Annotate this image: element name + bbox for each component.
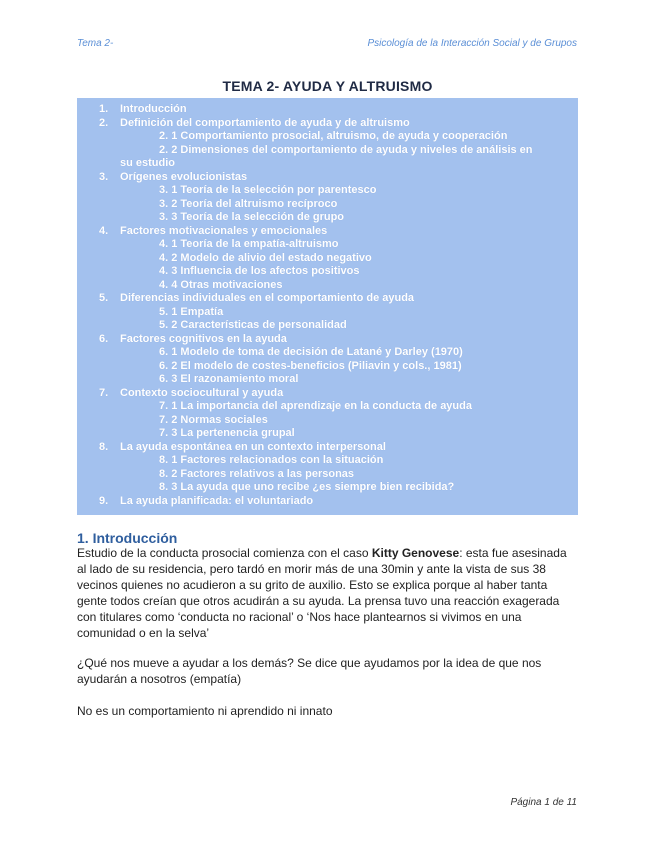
toc-item-label: Factores cognitivos en la ayuda — [120, 332, 287, 345]
toc-item-label: 4. 1 Teoría de la empatía-altruismo — [159, 238, 339, 250]
toc-item — [77, 454, 578, 468]
toc-item — [77, 468, 578, 482]
toc-item — [77, 481, 578, 495]
toc-item-label: 3. 2 Teoría del altruismo recíproco — [159, 197, 338, 210]
toc-item-label: 7. 3 La pertenencia grupal — [159, 427, 295, 439]
page-number: Página 1 de 11 — [510, 797, 577, 808]
toc-item — [77, 279, 578, 293]
toc-item — [77, 117, 578, 131]
toc-item-label: La ayuda espontánea en un contexto interpersonal — [120, 440, 386, 453]
toc-item-number: 8. — [99, 440, 109, 453]
toc-item — [77, 319, 578, 333]
toc-item-label: 8. 3 La ayuda que uno recibe ¿es siempre bien recibida? — [159, 481, 455, 493]
toc-item-label: Orígenes evolucionistas — [120, 170, 248, 183]
toc-item — [77, 144, 578, 158]
toc-item-label: La ayuda planificada: el voluntariado — [120, 494, 314, 507]
toc-item — [77, 130, 578, 144]
toc-item-label: 5. 1 Empatía — [159, 305, 224, 318]
header-right-text: Psicología de la Interacción Social y de Grupos — [367, 38, 577, 49]
paragraph-intro — [77, 545, 577, 641]
toc-item-number: 4. — [99, 224, 109, 237]
toc-item — [77, 171, 578, 185]
toc-item — [77, 184, 578, 198]
toc-item-number: 5. — [99, 292, 109, 304]
toc-item — [77, 387, 578, 401]
toc-item-label: Factores motivacionales y emocionales — [120, 224, 328, 237]
section-heading: 1. Introducción — [77, 530, 178, 546]
toc-item — [77, 400, 578, 414]
toc-item-label: 3. 3 Teoría de la selección de grupo — [159, 211, 345, 223]
toc-item-label: 5. 2 Características de personalidad — [159, 319, 347, 331]
toc-item — [77, 441, 578, 455]
toc-item — [77, 495, 578, 509]
toc-item — [77, 211, 578, 225]
toc-item-number: 1. — [99, 103, 109, 115]
toc-item-label: 6. 3 El razonamiento moral — [159, 373, 299, 385]
toc-item — [77, 306, 578, 320]
toc-item — [77, 414, 578, 428]
paragraph-question: ¿Qué nos mueve a ayudar a los demás? Se dice que ayudamos por la idea de que nos ayudarán a nosotros (empatía) — [77, 656, 542, 686]
kitty-genovese-name: Kitty Genovese — [371, 546, 460, 560]
toc-item-number: 6. — [99, 332, 109, 345]
toc-item-label: 8. 1 Factores relacionados con la situación — [159, 454, 384, 466]
toc-item — [77, 157, 578, 171]
toc-item-number: 7. — [99, 386, 109, 399]
toc-item-label: Definición del comportamiento de ayuda y de altruismo — [120, 116, 410, 129]
toc-item-label: 3. 1 Teoría de la selección por parentesco — [159, 184, 377, 196]
toc-item-label: su estudio — [120, 157, 176, 169]
toc-item-label: 7. 2 Normas sociales — [159, 413, 268, 426]
paragraph-intro-rest: : esta fue asesinada al lado de su residencia, pero tardó en morir más de una 30min y ante la vista de sus 38 vecinos quienes no acudieron a su grito de auxilio. Esto se explica porque al haber tanta gente todos creían que otros acudirán a su ayuda. La prensa tuvo una reacción exagerada con titulares como ‘conducta no racional’ o ‘Nos hace plantearnos si vivimos en una comunidad o en la selva’ — [77, 546, 567, 640]
toc-item — [77, 252, 578, 266]
toc-item-label: 2. 2 Dimensiones del comportamiento de ayuda y niveles de análisis en — [159, 143, 533, 156]
toc-item-label: Introducción — [120, 103, 187, 115]
toc-item-label: Contexto sociocultural y ayuda — [120, 386, 284, 399]
toc-item — [77, 238, 578, 252]
toc-item — [77, 198, 578, 212]
toc-item — [77, 103, 578, 117]
toc-item-label: 6. 1 Modelo de toma de decisión de Latané y Darley (1970) — [159, 346, 463, 358]
toc-item-label: 4. 3 Influencia de los afectos positivos — [159, 265, 360, 277]
toc-item-label: 6. 2 El modelo de costes-beneficios (Piliavin y cols., 1981) — [159, 359, 462, 372]
toc-item — [77, 373, 578, 387]
toc-item — [77, 427, 578, 441]
toc-item — [77, 333, 578, 347]
toc-item-number: 3. — [99, 170, 109, 183]
toc-item — [77, 225, 578, 239]
toc-item-number: 2. — [99, 116, 109, 129]
toc-item-label: 4. 2 Modelo de alivio del estado negativo — [159, 251, 372, 264]
paragraph-intro-start: Estudio de la conducta prosocial comienza con el caso — [77, 546, 372, 560]
toc-item-label: 7. 1 La importancia del aprendizaje en la conducta de ayuda — [159, 400, 472, 412]
toc-item-number: 9. — [99, 494, 109, 507]
toc-item-label: 4. 4 Otras motivaciones — [159, 278, 283, 291]
toc-item — [77, 346, 578, 360]
toc-item-label: 2. 1 Comportamiento prosocial, altruismo, de ayuda y cooperación — [159, 130, 508, 142]
paragraph-statement: No es un comportamiento ni aprendido ni innato — [77, 704, 333, 718]
toc-item — [77, 265, 578, 279]
toc-item-label: Diferencias individuales en el comportamiento de ayuda — [120, 292, 415, 304]
header-left-text: Tema 2- — [77, 38, 114, 49]
toc-item — [77, 360, 578, 374]
page-title: TEMA 2- AYUDA Y ALTRUISMO — [222, 78, 433, 94]
table-of-contents — [77, 98, 578, 515]
toc-item-label: 8. 2 Factores relativos a las personas — [159, 467, 355, 480]
toc-item — [77, 292, 578, 306]
